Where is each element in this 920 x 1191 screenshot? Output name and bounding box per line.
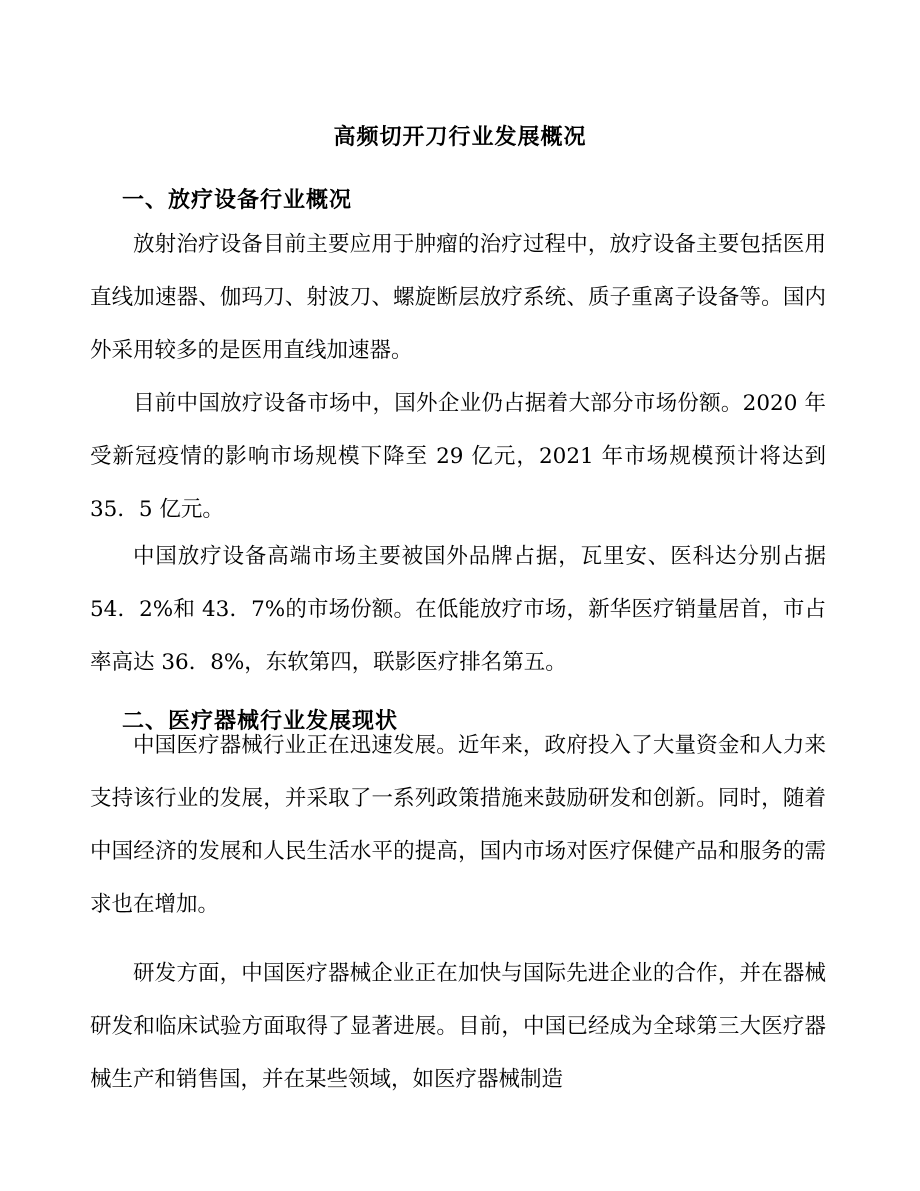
- section-heading: 一、放疗设备行业概况: [122, 187, 353, 213]
- paragraph: 放射治疗设备目前主要应用于肿瘤的治疗过程中，放疗设备主要包括医用直线加速器、伽玛刀、射波刀、螺旋断层放疗系统、质子重离子设备等。国内外采用较多的是医用直线加速器。: [90, 232, 826, 363]
- paragraph: 目前中国放疗设备市场中，国外企业仍占据着大部分市场份额。2020 年受新冠疫情的影响市场规模下降至 29 亿元，2021 年市场规模预计将达到 35．5 亿元。: [90, 391, 826, 522]
- paragraph: 中国放疗设备高端市场主要被国外品牌占据，瓦里安、医科达分别占据 54．2%和 43．7%的市场份额。在低能放疗市场，新华医疗销量居首，市占率高达 36．8%，东软第四，联影医疗排名第五。: [90, 544, 826, 675]
- document-title: 高频切开刀行业发展概况: [333, 124, 587, 150]
- section-heading: 二、医疗器械行业发展现状: [122, 708, 399, 734]
- paragraph: 中国医疗器械行业正在迅速发展。近年来，政府投入了大量资金和人力来支持该行业的发展，并采取了一系列政策措施来鼓励研发和创新。同时，随着中国经济的发展和人民生活水平的提高，国内市场对医疗保健产品和服务的需求也在增加。: [90, 733, 826, 917]
- paragraph: 研发方面，中国医疗器械企业正在加快与国际先进企业的合作，并在器械研发和临床试验方面取得了显著进展。目前，中国已经成为全球第三大医疗器械生产和销售国，并在某些领域，如医疗器械制造: [90, 961, 826, 1092]
